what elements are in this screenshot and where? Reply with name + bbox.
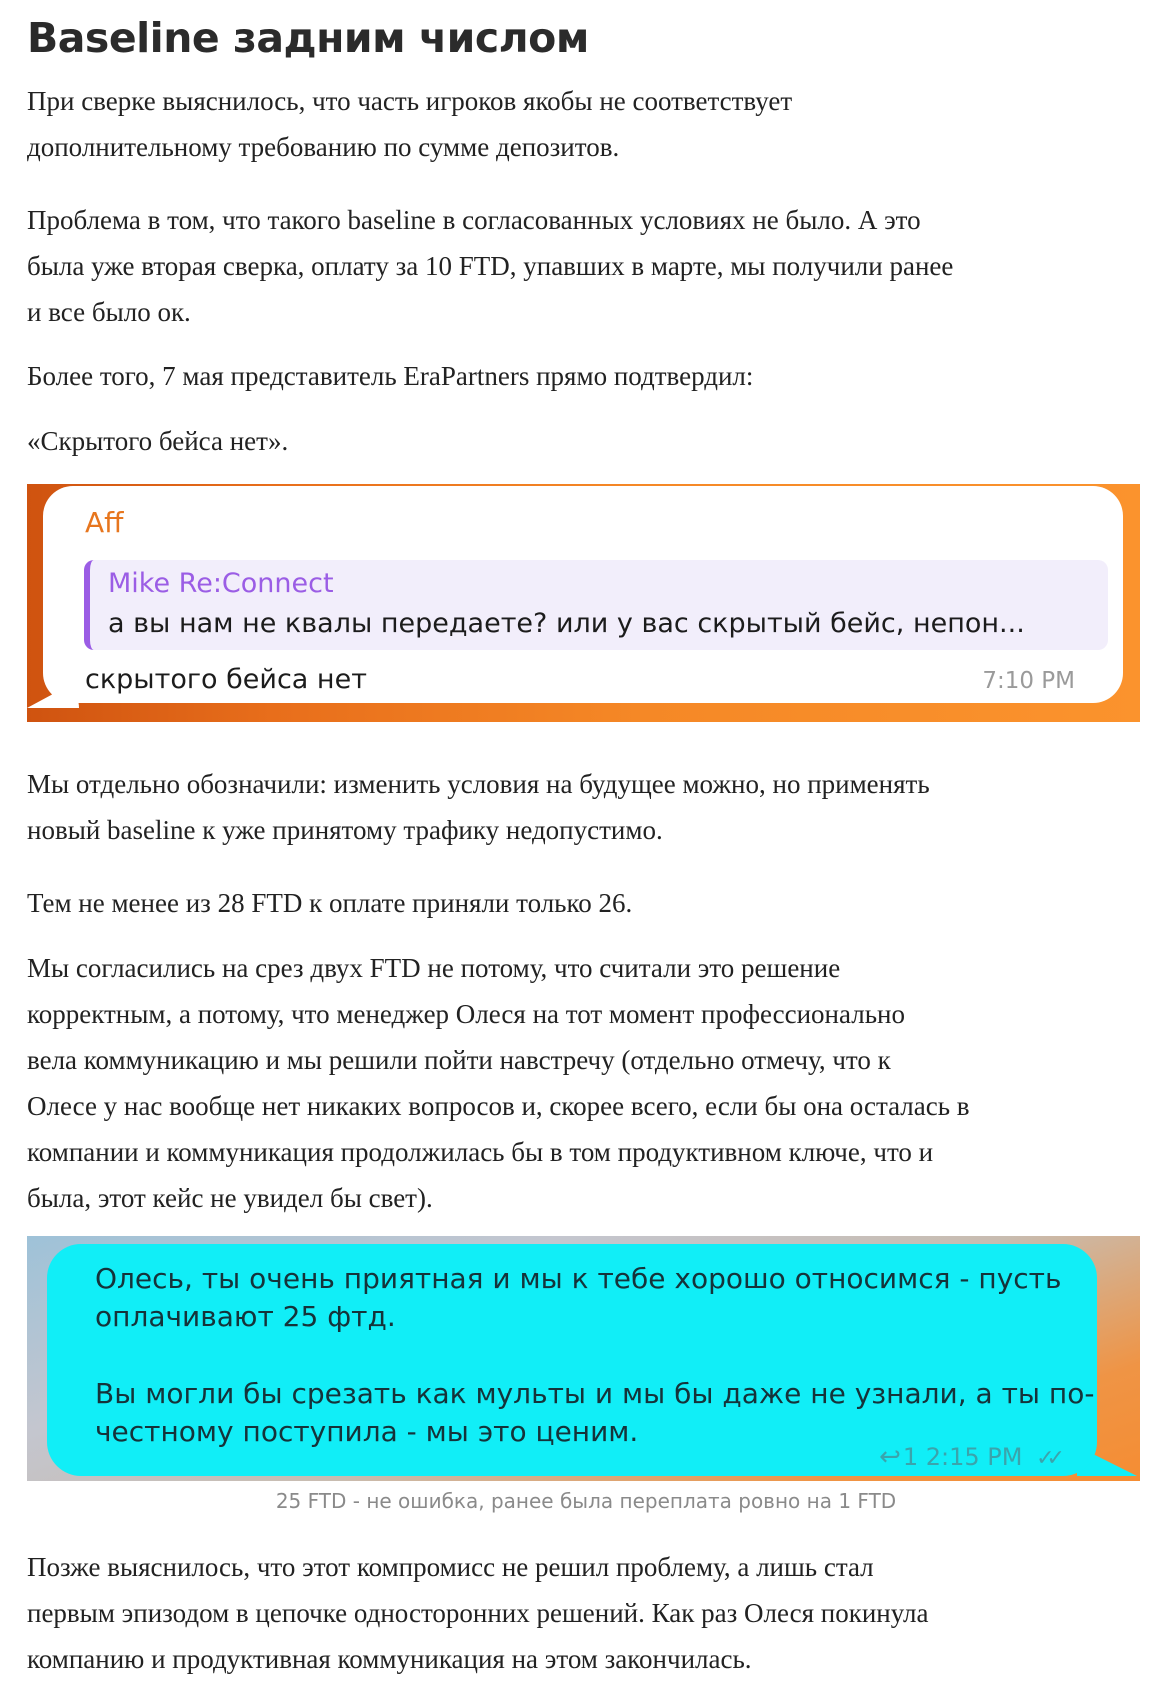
text-line: «Скрытого бейса нет». [27,426,289,456]
paragraph-reconciliation [27,78,1143,170]
reply-quote [84,560,1108,650]
paragraph-later [27,1544,1143,1682]
message-text [95,1375,1095,1451]
chat-screenshot-aff [27,484,1140,722]
text-line: Вы могли бы срезать как мульты и мы бы даже не узнали, а ты по- [95,1377,1095,1410]
text-line: и все было ок. [27,297,191,327]
text-line: первым эпизодом в цепочке односторонних решений. Как раз Олеся покинула [27,1598,929,1628]
text-line: Позже выяснилось, что этот компромисс не решил проблему, а лишь стал [27,1552,874,1582]
text-line: корректным, а потому, что менеджер Олеся на тот момент профессионально [27,999,905,1029]
message-bubble [47,1244,1097,1476]
text-line: Мы согласились на срез двух FTD не потому, что считали это решение [27,953,841,983]
text-line: вела коммуникацию и мы решили пойти навстречу (отдельно отмечу, что к [27,1045,891,1075]
text-line: Тем не менее из 28 FTD к оплате приняли только 26. [27,888,633,918]
reply-text: а вы нам не квалы передаете? или у вас скрытый бейс, непон... [108,608,1025,639]
paragraph-conditions [27,761,1143,853]
sender-name: Aff [85,506,124,539]
text-line: честному поступила - мы это ценим. [95,1415,639,1448]
text-line: компанию и продуктивная коммуникация на этом закончилась. [27,1644,752,1674]
message-meta [879,1442,1057,1472]
text-line: Более того, 7 мая представитель EraPartners прямо подтвердил: [27,361,754,391]
paragraph-problem [27,197,1143,335]
chat-screenshot-olesya [27,1236,1140,1481]
reply-author: Mike Re:Connect [108,568,334,599]
text-line: оплачивают 25 фтд. [95,1300,396,1333]
message-time: 7:10 PM [982,668,1075,694]
paragraph-compromise [27,945,1143,1221]
double-check-icon: ✓✓ [1036,1446,1057,1471]
image-caption: 25 FTD - не ошибка, ранее была переплата ровно на 1 FTD [275,1489,897,1513]
text-line: Мы отдельно обозначили: изменить условия на будущее можно, но применять [27,769,930,799]
text-line: новый baseline к уже принятому трафику недопустимо. [27,815,663,845]
text-line: При сверке выяснилось, что часть игроков якобы не соответствует [27,86,793,116]
paragraph-quote [27,418,1143,464]
article-heading: Baseline задним числом [27,14,589,62]
text-line: Проблема в том, что такого baseline в согласованных условиях не было. А это [27,205,921,235]
reply-arrow-icon: ↩ [879,1442,901,1472]
text-line: компании и коммуникация продолжилась бы в том продуктивном ключе, что и [27,1137,934,1167]
paragraph-confirmation [27,353,1143,399]
message-time: 2:15 PM [925,1443,1023,1471]
message-text [95,1260,1095,1336]
text-line: была уже вторая сверка, оплату за 10 FTD, упавших в марте, мы получили ранее [27,251,954,281]
text-line: Олесе у нас вообще нет никаких вопросов и, скорее всего, если бы она осталась в [27,1091,970,1121]
text-line: дополнительному требованию по сумме депозитов. [27,132,620,162]
message-text: скрытого бейса нет [85,664,367,695]
message-bubble [43,486,1123,703]
paragraph-ftd-count [27,880,1143,926]
text-line: была, этот кейс не увидел бы свет). [27,1183,433,1213]
text-line: Олесь, ты очень приятная и мы к тебе хорошо относимся - пусть [95,1262,1062,1295]
reply-count: 1 [902,1443,919,1471]
